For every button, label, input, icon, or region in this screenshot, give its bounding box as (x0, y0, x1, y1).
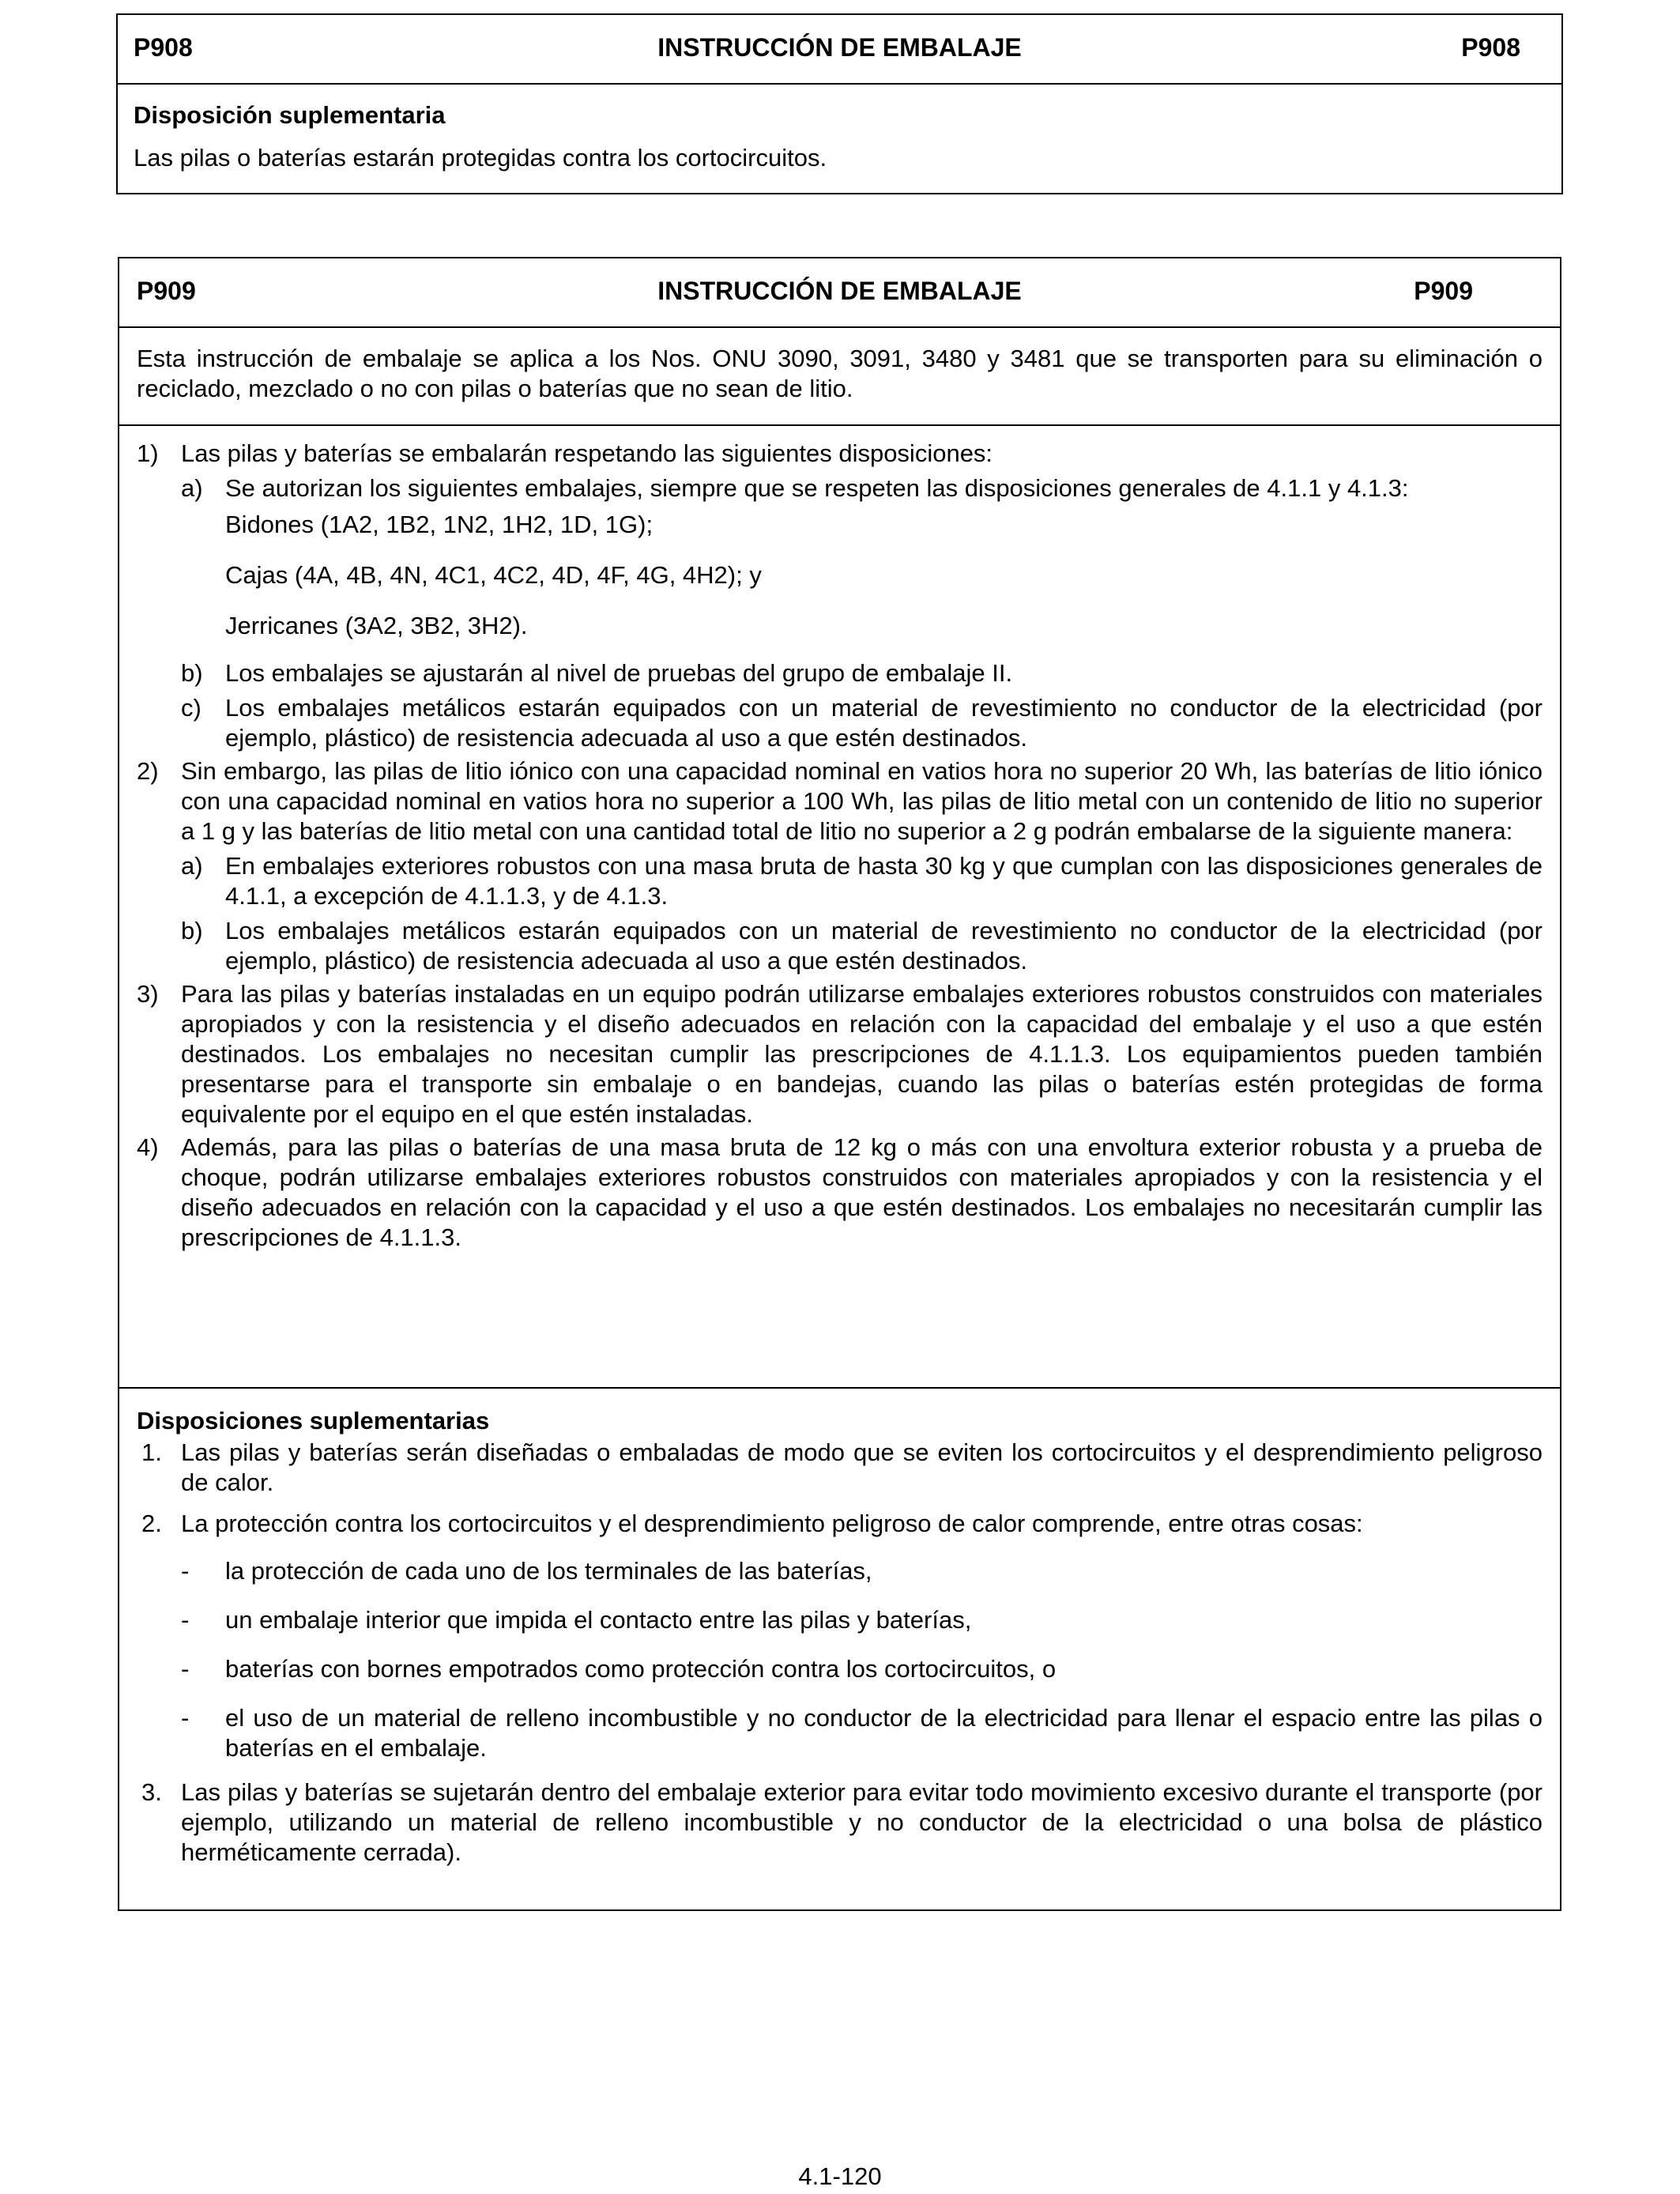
sub-item-letter: a) (181, 474, 203, 502)
p909-supp-heading: Disposiciones suplementarias (137, 1407, 490, 1434)
sub-item (181, 473, 1543, 641)
bullet-dash: - (181, 1655, 190, 1683)
supp-item-text: Las pilas y baterías se sujetarán dentro del embalaje exterior para evitar todo movimiento excesivo durante el transporte (por ejemplo, utilizando un material de relleno incombustible y no conductor de la electricidad o una bolsa de plástico herméticamente cerrada). (181, 1778, 1543, 1866)
sub-item-letter: b) (181, 659, 203, 687)
p909-box (118, 257, 1561, 1911)
packaging-line: Cajas (4A, 4B, 4N, 4C1, 4C2, 4D, 4F, 4G, 4H2); y (225, 561, 762, 589)
bullet-item (137, 1556, 1543, 1586)
bullet-dash: - (181, 1704, 190, 1732)
sub-item-letter: c) (181, 694, 202, 722)
supp-item-number: 3. (141, 1778, 162, 1806)
sub-item (181, 916, 1543, 976)
p908-title: INSTRUCCIÓN DE EMBALAJE (657, 33, 1022, 62)
p909-code-left: P909 (137, 277, 196, 305)
sub-item-letter: a) (181, 852, 203, 880)
p909-header (119, 258, 1560, 328)
p909-code-right: P909 (1414, 277, 1473, 305)
p909-items-section (119, 426, 1560, 1389)
bullet-item (137, 1605, 1543, 1635)
sub-item-text: Los embalajes metálicos estarán equipados con un material de revestimiento no conductor de la electricidad (por ejemplo, plástico) de resistencia adecuada al uso a que estén destinados. (225, 917, 1543, 974)
supp-item (137, 1777, 1543, 1868)
item-number: 3) (137, 980, 159, 1008)
p908-supp-heading: Disposición suplementaria (134, 101, 446, 129)
p909-items (137, 439, 1543, 1253)
bullet-item (137, 1654, 1543, 1684)
supp-item-number: 2. (141, 1510, 162, 1537)
sub-item (181, 658, 1543, 688)
supp-item (137, 1438, 1543, 1498)
sub-item-letter: b) (181, 917, 203, 944)
sub-item (181, 693, 1543, 753)
p909-supp-items (137, 1438, 1543, 1868)
bullet-text: el uso de un material de relleno incombustible y no conductor de la electricidad para llenar el espacio entre las pilas o baterías en el embalaje. (225, 1704, 1543, 1762)
item-number: 4) (137, 1133, 159, 1161)
numbered-item (137, 756, 1543, 976)
numbered-item (137, 1133, 1543, 1253)
bullet-text: baterías con bornes empotrados como protección contra los cortocircuitos, o (225, 1655, 1057, 1683)
p909-intro: Esta instrucción de embalaje se aplica a los Nos. ONU 3090, 3091, 3480 y 3481 que se transporten para su eliminación o reciclado, mezclado o no con pilas o baterías que no sean de litio. (137, 345, 1543, 402)
p908-box (116, 13, 1563, 194)
bullet-item (137, 1703, 1543, 1763)
supp-item-number: 1. (141, 1438, 162, 1466)
bullet-text: un embalaje interior que impida el contacto entre las pilas y baterías, (225, 1606, 972, 1634)
item-number: 2) (137, 757, 159, 785)
item-text: Para las pilas y baterías instaladas en un equipo podrán utilizarse embalajes exteriores robustos construidos con materiales apropiados y con la resistencia y el diseño adecuados en relación con la capacidad del embalaje y el uso a que estén destinados. Los embalajes no necesitan cumplir las prescripciones de 4.1.1.3. Los equipamientos pueden también presentarse para el transporte sin embalaje o en bandejas, cuando las pilas o baterías estén protegidas de forma equivalente por el equipo en el que estén instaladas. (181, 980, 1543, 1128)
supp-item (137, 1509, 1543, 1763)
p908-code-left: P908 (134, 33, 193, 62)
numbered-item (137, 439, 1543, 753)
item-text: Sin embargo, las pilas de litio iónico con una capacidad nominal en vatios hora no superior 20 Wh, las baterías de litio iónico con una capacidad nominal en vatios hora no superior a 100 Wh, las pilas de litio metal con un contenido de litio no superior a 1 g y las baterías de litio metal con una cantidad total de litio no superior a 2 g podrán embalarse de la siguiente manera: (181, 757, 1543, 845)
bullet-text: la protección de cada uno de los terminales de las baterías, (225, 1557, 872, 1585)
p908-header (118, 15, 1561, 85)
page-number: 4.1-120 (798, 2162, 882, 2190)
p909-intro-section (119, 328, 1560, 426)
packaging-line: Jerricanes (3A2, 3B2, 3H2). (225, 612, 528, 639)
sub-item (181, 851, 1543, 911)
packaging-line: Bidones (1A2, 1B2, 1N2, 1H2, 1D, 1G); (225, 511, 654, 538)
item-text: Las pilas y baterías se embalarán respetando las siguientes disposiciones: (181, 439, 993, 467)
sub-item-text: Los embalajes metálicos estarán equipados con un material de revestimiento no conductor de la electricidad (por ejemplo, plástico) de resistencia adecuada al uso a que estén destinados. (225, 694, 1543, 752)
p909-supp-section (119, 1389, 1560, 1868)
p908-code-right: P908 (1461, 33, 1520, 62)
numbered-item (137, 979, 1543, 1129)
sub-item-text: Los embalajes se ajustarán al nivel de pruebas del grupo de embalaje II. (225, 659, 1013, 687)
bullet-dash: - (181, 1557, 190, 1585)
bullet-dash: - (181, 1606, 190, 1634)
item-number: 1) (137, 439, 159, 467)
p908-supp-text: Las pilas o baterías estarán protegidas contra los cortocircuitos. (134, 144, 827, 172)
sub-item-text: En embalajes exteriores robustos con una masa bruta de hasta 30 kg y que cumplan con las disposiciones generales de 4.1.1, a excepción de 4.1.1.3, y de 4.1.3. (225, 852, 1543, 910)
supp-item-text: Las pilas y baterías serán diseñadas o embaladas de modo que se eviten los cortocircuitos y el desprendimiento peligroso de calor. (181, 1438, 1543, 1496)
p909-title: INSTRUCCIÓN DE EMBALAJE (657, 277, 1022, 305)
item-text: Además, para las pilas o baterías de una masa bruta de 12 kg o más con una envoltura exterior robusta y a prueba de choque, podrán utilizarse embalajes exteriores robustos construidos con materiales apropiados y con la resistencia y el diseño adecuados en relación con la capacidad y el uso a que estén destinados. Los embalajes no necesitarán cumplir las prescripciones de 4.1.1.3. (181, 1133, 1543, 1251)
sub-item-text: Se autorizan los siguientes embalajes, siempre que se respeten las disposiciones generales de 4.1.1 y 4.1.3: (225, 474, 1409, 502)
supp-item-text: La protección contra los cortocircuitos y el desprendimiento peligroso de calor comprende, entre otras cosas: (181, 1510, 1363, 1537)
